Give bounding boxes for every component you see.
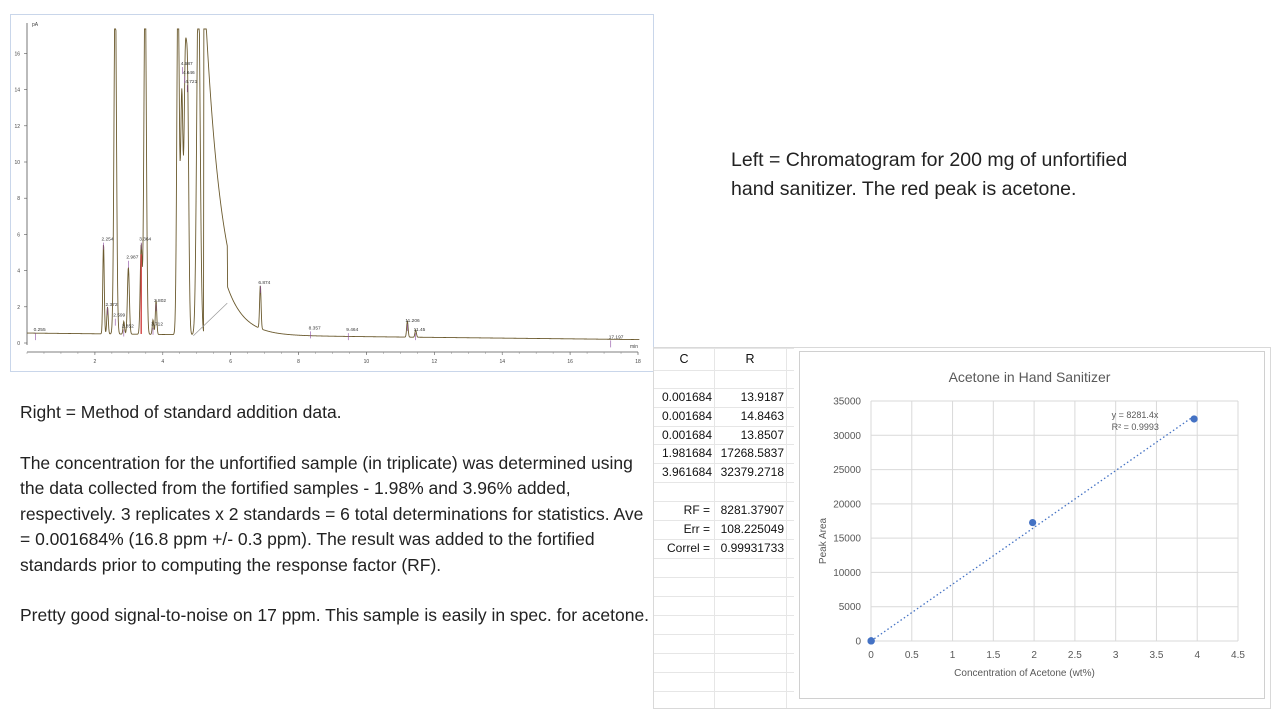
y-tick-label: 2 — [17, 304, 20, 311]
y-tick-label: 0 — [855, 636, 861, 648]
sheet-row-line — [654, 520, 794, 521]
chart-title: Acetone in Hand Sanitizer — [948, 369, 1111, 385]
y-tick-label: 4 — [17, 268, 20, 275]
x-tick-label: 3 — [1112, 650, 1119, 661]
peak-label: 9.464 — [346, 328, 359, 334]
y-tick-label: 14 — [14, 87, 20, 94]
notes-paragraph-1: Right = Method of standard addition data. — [20, 402, 342, 422]
y-tick-label: 30000 — [833, 430, 861, 442]
peak-label: 6.874 — [258, 281, 271, 287]
baseline-drop-line — [193, 303, 227, 336]
x-tick-label: 3.5 — [1149, 650, 1164, 661]
y-tick-label: 35000 — [833, 396, 861, 408]
y-tick-label: 10000 — [833, 567, 861, 579]
chromatogram-trace — [27, 29, 639, 340]
sheet-row-line — [654, 370, 794, 371]
stat-label-correl: Correl = — [666, 541, 710, 555]
sheet-row-line — [654, 672, 794, 673]
y-tick-label: 0 — [17, 341, 20, 347]
y-tick-label: 6 — [17, 232, 20, 239]
peak-label: 3.712 — [151, 322, 164, 328]
x-tick-label: 0.5 — [904, 650, 919, 661]
chromatogram-caption: Left = Chromatogram for 200 mg of unfortified hand sanitizer. The red peak is acetone. — [731, 149, 1128, 200]
x-tick-label: 8 — [297, 359, 300, 365]
table-cell-r: 14.8463 — [740, 409, 784, 423]
peak-label: 4.587 — [180, 62, 193, 68]
sheet-row-line — [654, 539, 794, 540]
peak-label: 11.45 — [413, 328, 426, 334]
x-tick-label: 4 — [1194, 650, 1201, 661]
stat-label-rf: RF = — [683, 503, 710, 517]
sheet-row-line — [654, 407, 794, 408]
sheet-row-line — [654, 501, 794, 502]
x-tick-label: 18 — [635, 359, 641, 365]
x-unit-label: min — [630, 344, 639, 350]
y-tick-label: 15000 — [833, 533, 861, 545]
peak-label: 17.197 — [608, 335, 624, 341]
x-tick-label: 4.5 — [1231, 650, 1245, 661]
peak-label: 3.802 — [154, 299, 167, 305]
method-notes — [20, 400, 650, 654]
peak-label: 8.357 — [308, 326, 321, 332]
y-tick-label: 8 — [17, 196, 20, 203]
table-cell-r: 32379.2718 — [720, 465, 784, 479]
sheet-row-line — [654, 577, 794, 578]
sheet-row-line — [654, 348, 794, 349]
scatter-chart — [800, 352, 1264, 698]
sheet-row-line — [654, 482, 794, 483]
x-axis-title: Concentration of Acetone (wt%) — [954, 668, 1095, 679]
y-axis-title: Peak Area — [818, 517, 829, 565]
y-tick-label: 16 — [14, 51, 20, 58]
table-cell-r: 13.8507 — [740, 428, 784, 442]
table-cell-c: 1.981684 — [661, 446, 712, 460]
peak-label: 11.206 — [405, 319, 420, 325]
peak-label: 4.646 — [182, 71, 195, 77]
spreadsheet-region — [653, 347, 1271, 709]
y-tick-label: 25000 — [833, 465, 861, 477]
peak-label: 0.255 — [33, 328, 46, 334]
stat-label-err: Err = — [683, 522, 710, 536]
trendline-r2: R² = 0.9993 — [1111, 422, 1159, 433]
sheet-row-line — [654, 426, 794, 427]
sheet-row-line — [654, 444, 794, 445]
x-tick-label: 12 — [431, 359, 438, 365]
x-tick-label: 10 — [363, 359, 370, 365]
x-tick-label: 1 — [949, 650, 956, 661]
table-cell-c: 0.001684 — [661, 409, 712, 423]
x-tick-label: 6 — [229, 359, 233, 365]
x-tick-label: 2 — [93, 359, 97, 365]
column-header-r: R — [745, 352, 755, 366]
x-tick-label: 14 — [499, 359, 506, 365]
data-point — [1190, 415, 1197, 422]
peak-label: 2.372 — [105, 302, 118, 308]
peak-label: 2.599 — [113, 313, 126, 319]
data-point — [868, 637, 875, 644]
stat-value-err: 108.225049 — [720, 522, 784, 536]
notes-paragraph-3: Pretty good signal-to-noise on 17 ppm. This sample is easily in spec. for acetone. — [20, 605, 650, 625]
x-tick-label: 1.5 — [986, 650, 1001, 661]
sheet-row-line — [654, 596, 794, 597]
peak-label: 2.987 — [126, 255, 139, 261]
trendline — [871, 416, 1194, 641]
table-cell-c: 0.001684 — [661, 390, 712, 404]
sheet-row-line — [654, 388, 794, 389]
sheet-row-line — [654, 615, 794, 616]
sheet-row-line — [654, 653, 794, 654]
y-tick-label: 5000 — [838, 602, 861, 614]
peak-label: 2.254 — [101, 237, 114, 243]
y-unit-label: pA — [32, 22, 39, 28]
peak-label: 2.852 — [121, 324, 134, 330]
data-point — [1029, 519, 1036, 526]
chromatogram-panel — [10, 14, 654, 372]
peak-label: 3.364 — [139, 237, 152, 243]
sheet-col-line — [786, 348, 787, 708]
trendline-equation: y = 8281.4x — [1111, 410, 1159, 421]
stat-value-rf: 8281.37907 — [720, 503, 784, 517]
table-cell-c: 3.961684 — [661, 465, 712, 479]
y-tick-label: 20000 — [833, 499, 861, 511]
y-tick-label: 12 — [14, 123, 20, 130]
sheet-row-line — [654, 558, 794, 559]
chromatogram-plot — [11, 15, 653, 371]
sheet-row-line — [654, 463, 794, 464]
column-header-c: C — [679, 352, 689, 366]
peak-label: 4.721 — [185, 80, 198, 86]
notes-paragraph-2: The concentration for the unfortified sample (in triplicate) was determined using the data collected from the fortified samples - 1.98% and 3.96% added, respectively. 3 replicates x 2 standards = 6 total determinations for statistics. Ave = 0.001684% (16.8 ppm +/- 0.3 ppm). The result was added to the fortified standards prior to computing the response factor (RF). — [20, 452, 644, 575]
sheet-row-line — [654, 691, 794, 692]
x-tick-label: 4 — [161, 359, 165, 365]
sheet-row-line — [654, 634, 794, 635]
stat-value-correl: 0.99931733 — [720, 541, 784, 555]
x-tick-label: 16 — [567, 359, 573, 365]
table-cell-r: 17268.5837 — [720, 446, 784, 460]
x-tick-label: 2 — [1031, 650, 1037, 661]
table-cell-c: 0.001684 — [661, 428, 712, 442]
sheet-col-line — [714, 348, 715, 708]
scatter-chart-frame — [799, 351, 1265, 699]
x-tick-label: 2.5 — [1067, 650, 1082, 661]
table-cell-r: 13.9187 — [740, 390, 784, 404]
x-tick-label: 0 — [868, 650, 874, 661]
y-tick-label: 10 — [14, 160, 20, 166]
